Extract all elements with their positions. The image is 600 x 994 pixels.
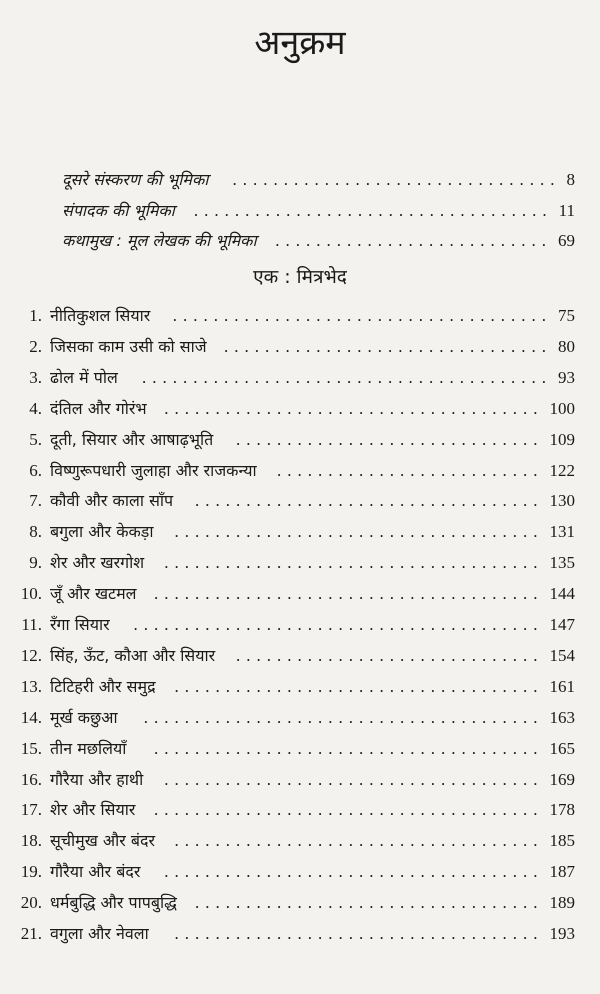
dot-leader: ..................................... — [164, 398, 544, 418]
entry-title: जूँ और खटमल — [50, 584, 137, 604]
dot-leader: .................................... — [174, 924, 544, 943]
entry-title: धर्मबुद्धि और पापबुद्धि — [50, 893, 177, 913]
page-number: 163 — [549, 707, 575, 727]
dot-leader: ........................... — [275, 231, 552, 250]
toc-entry — [0, 364, 575, 392]
entry-title: दूसरे संस्करण की भूमिका — [62, 170, 209, 189]
entry-title: दूती, सियार और आषाढ़भूति — [50, 429, 214, 449]
dot-leader: ...................................... — [154, 800, 544, 820]
dot-leader: .................................... — [174, 676, 544, 696]
toc-entry — [0, 796, 575, 824]
toc-entry — [0, 166, 575, 194]
toc-entry — [0, 549, 575, 577]
page-number: 109 — [549, 429, 575, 449]
dot-leader: .............................. — [236, 429, 544, 449]
entry-number: 18. — [20, 831, 42, 851]
entry-title: गौरैया और बंदर — [50, 862, 141, 882]
entry-title: शेर और सियार — [50, 800, 136, 820]
page-number: 161 — [549, 676, 575, 696]
entry-number: 20. — [20, 893, 42, 913]
page-number: 178 — [549, 800, 575, 820]
dot-leader: .......................... — [277, 460, 544, 480]
entry-number: 17. — [20, 800, 42, 820]
entry-number: 4. — [29, 398, 42, 418]
entry-title: ढोल में पोल — [50, 367, 118, 387]
dot-leader: ....................................... — [143, 707, 544, 727]
page-number: 93 — [558, 367, 575, 387]
page-number: 8 — [566, 170, 575, 189]
page-number: 165 — [549, 738, 575, 758]
entry-title: जिसका काम उसी को साजे — [50, 336, 207, 356]
entry-number: 1. — [29, 306, 42, 325]
page-number: 193 — [549, 924, 575, 943]
dot-leader: ...................................... — [154, 738, 544, 758]
entry-number: 7. — [29, 491, 42, 511]
page-number: 135 — [549, 553, 575, 573]
entry-number: 12. — [20, 645, 42, 665]
dot-leader: .................................. — [195, 491, 544, 511]
page-number: 185 — [549, 831, 575, 851]
entry-title: संपादक की भूमिका — [62, 200, 175, 220]
page-number: 80 — [558, 336, 575, 356]
entry-number: 5. — [29, 429, 42, 449]
toc-entry — [0, 827, 575, 855]
toc-entry — [0, 704, 575, 732]
entry-number: 14. — [20, 707, 42, 727]
entry-title: टिटिहरी और समुद्र — [50, 676, 156, 696]
entry-number: 2. — [29, 336, 42, 356]
entry-number: 10. — [20, 584, 42, 604]
entry-title: नीतिकुशल सियार — [50, 306, 151, 325]
entry-title: दंतिल और गोरंभ — [50, 398, 147, 418]
toc-entry — [0, 487, 575, 515]
page-number: 144 — [549, 584, 575, 604]
page-number: 130 — [549, 491, 575, 511]
entry-number: 11. — [21, 615, 42, 634]
section-heading: एक : मित्रभेद — [253, 266, 347, 288]
dot-leader: ..................................... — [164, 553, 544, 573]
dot-leader: ................................ — [224, 336, 552, 356]
entry-title: तीन मछलियाँ — [50, 738, 127, 758]
entry-number: 6. — [29, 460, 42, 480]
dot-leader: ................................... — [193, 200, 553, 220]
entry-title: बगुला और केकड़ा — [50, 522, 154, 542]
dot-leader: .................................. — [195, 893, 544, 913]
page-number: 69 — [558, 231, 575, 250]
toc-entry — [0, 457, 575, 485]
page-number: 189 — [549, 893, 575, 913]
entry-number: 3. — [29, 367, 42, 387]
entry-number: 15. — [20, 738, 42, 758]
entry-number: 21. — [20, 924, 42, 943]
toc-entry — [0, 920, 575, 948]
dot-leader: ...................................... — [154, 584, 544, 604]
page-number: 154 — [549, 645, 575, 665]
toc-entry — [0, 766, 575, 794]
toc-entry — [0, 735, 575, 763]
entry-title: शेर और खरगोश — [50, 553, 145, 573]
toc-entry — [0, 426, 575, 454]
entry-number: 8. — [29, 522, 42, 542]
toc-entry — [0, 858, 575, 886]
dot-leader: ................................ — [232, 170, 561, 189]
page-number: 11 — [558, 200, 575, 220]
toc-entry — [0, 642, 575, 670]
entry-number: 9. — [29, 553, 42, 573]
dot-leader: ..................................... — [172, 306, 552, 325]
toc-entry — [0, 889, 575, 917]
toc-entry — [0, 673, 575, 701]
entry-title: सिंह, ऊँट, कौआ और सियार — [50, 645, 216, 665]
dot-leader: ........................................ — [133, 615, 544, 634]
page-title: अनुक्रम — [254, 23, 346, 63]
entry-title: गौरैया और हाथी — [50, 769, 144, 789]
entry-number: 13. — [20, 676, 42, 696]
entry-title: कथामुख : मूल लेखक की भूमिका — [62, 231, 257, 250]
page-number: 100 — [549, 398, 575, 418]
toc-entry — [0, 611, 575, 639]
entry-title: वगुला और नेवला — [50, 924, 149, 943]
entry-title: कौवी और काला साँप — [50, 491, 174, 511]
entry-title: सूचीमुख और बंदर — [50, 831, 156, 851]
entry-title: रँगा सियार — [50, 615, 110, 634]
dot-leader: .............................. — [236, 645, 544, 665]
toc-entry — [0, 302, 575, 330]
page-number: 169 — [549, 769, 575, 789]
entry-number: 16. — [20, 769, 42, 789]
dot-leader: .................................... — [174, 522, 544, 542]
page-number: 187 — [549, 862, 575, 882]
dot-leader: ..................................... — [164, 769, 544, 789]
toc-entry — [0, 518, 575, 546]
entry-title: मूर्ख कछुआ — [50, 707, 118, 727]
entry-title: विष्णुरूपधारी जुलाहा और राजकन्या — [50, 460, 257, 480]
page-number: 75 — [558, 306, 575, 325]
entry-number: 19. — [20, 862, 42, 882]
dot-leader: ........................................ — [142, 367, 552, 387]
dot-leader: ..................................... — [164, 862, 544, 882]
dot-leader: .................................... — [174, 831, 544, 851]
toc-entry — [0, 333, 575, 361]
page-number: 147 — [549, 615, 575, 634]
page-number: 131 — [549, 522, 575, 542]
toc-entry — [0, 227, 575, 255]
page-number: 122 — [549, 460, 575, 480]
toc-entry — [0, 197, 575, 225]
toc-entry — [0, 580, 575, 608]
toc-entry — [0, 395, 575, 423]
